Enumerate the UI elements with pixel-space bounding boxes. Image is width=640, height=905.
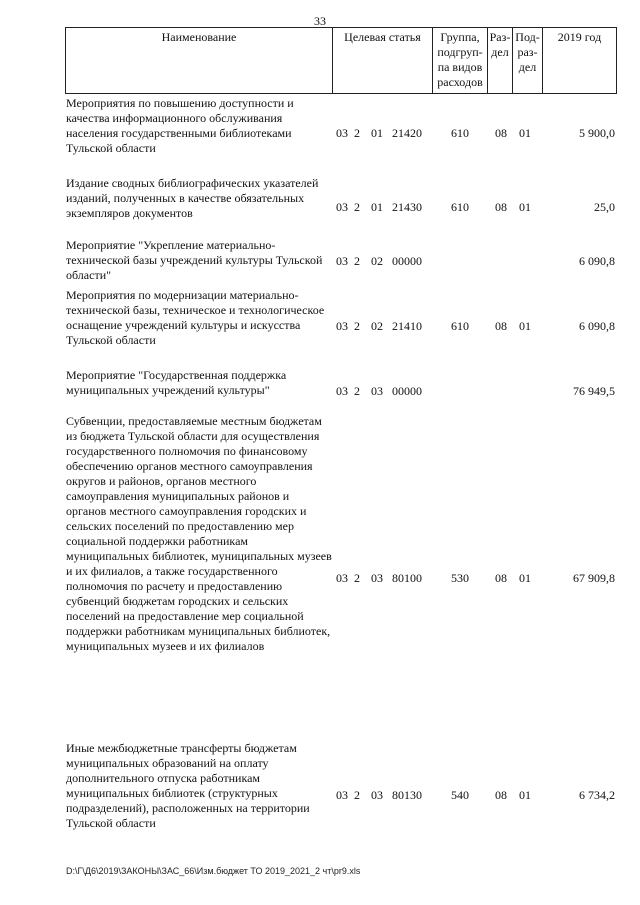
row-code-2: 2: [354, 788, 360, 802]
row-code-2: 2: [354, 254, 360, 268]
row-code-2: 2: [354, 319, 360, 333]
row-code-3: 02: [371, 319, 383, 333]
row-code-4: 80100: [392, 571, 422, 585]
row-section: 08: [495, 126, 507, 140]
row-code-3: 01: [371, 126, 383, 140]
row-code-1: 03: [336, 384, 348, 398]
row-name: Мероприятие "Укрепление материально-технической базы учреждений культуры Тульской области": [66, 238, 323, 282]
row-subsection: 01: [519, 126, 531, 140]
row-amount: 6 090,8: [579, 254, 615, 268]
row-amount: 25,0: [594, 200, 615, 214]
row-code-2: 2: [354, 126, 360, 140]
header-section: Раз- дел: [487, 27, 513, 94]
row-code-1: 03: [336, 571, 348, 585]
row-name: Мероприятия по модернизации материально-технической базы, техническое и технологическое оснащение учреждений культуры и искусства Тульской области: [66, 288, 325, 347]
row-amount: 67 909,8: [573, 571, 615, 585]
row-subsection: 01: [519, 571, 531, 585]
row-code-4: 80130: [392, 788, 422, 802]
row-code-4: 21430: [392, 200, 422, 214]
row-code-4: 00000: [392, 254, 422, 268]
row-name: Мероприятие "Государственная поддержка муниципальных учреждений культуры": [66, 368, 287, 397]
row-name: Мероприятия по повышению доступности и качества информационного обслуживания населения государственными библиотеками Тульской области: [66, 96, 294, 155]
row-amount: 76 949,5: [573, 384, 615, 398]
row-code-2: 2: [354, 200, 360, 214]
row-code-1: 03: [336, 788, 348, 802]
row-code-2: 2: [354, 571, 360, 585]
row-amount: 6 090,8: [579, 319, 615, 333]
row-code-3: 01: [371, 200, 383, 214]
row-code-1: 03: [336, 200, 348, 214]
row-code-3: 02: [371, 254, 383, 268]
row-group: 540: [451, 788, 469, 802]
row-code-4: 21410: [392, 319, 422, 333]
row-section: 08: [495, 571, 507, 585]
row-amount: 5 900,0: [579, 126, 615, 140]
row-code-4: 21420: [392, 126, 422, 140]
page-number: 33: [314, 14, 326, 28]
header-subsection: Под- раз- дел: [512, 27, 543, 94]
header-name: Наименование: [65, 27, 333, 94]
row-name: Субвенции, предоставляемые местным бюджетам из бюджета Тульской области для осуществления государственного полномочия по финансовому обеспечению органов местного самоуправления округов и районов, органов местного самоуправления муниципальных районов и органов местного самоуправления городских и сельских поселений по предоставлению мер социальной поддержки работникам муниципальных библиотек, муниципальных музеев и их филиалов, а также государственного полномочия по расчету и предоставлению субвенций бюджетам городских и сельских поселений на предоставление мер социальной поддержки работникам муниципальных библиотек, муниципальных музеев и их филиалов: [66, 414, 332, 653]
row-section: 08: [495, 319, 507, 333]
row-group: 610: [451, 319, 469, 333]
row-code-1: 03: [336, 319, 348, 333]
row-name: Иные межбюджетные трансферты бюджетам муниципальных образований на оплату дополнительного отпуска работникам муниципальных библиотек (структурных подразделений), расположенных на территории Тульской области: [66, 741, 310, 830]
row-name: Издание сводных библиографических указателей изданий, полученных в качестве обязательных экземпляров документов: [66, 176, 319, 220]
row-code-4: 00000: [392, 384, 422, 398]
row-group: 530: [451, 571, 469, 585]
row-section: 08: [495, 788, 507, 802]
header-group: Группа, подгруп- па видов расходов: [432, 27, 488, 94]
row-group: 610: [451, 200, 469, 214]
row-subsection: 01: [519, 788, 531, 802]
header-year: 2019 год: [542, 27, 617, 94]
row-code-3: 03: [371, 384, 383, 398]
header-target-article: Целевая статья: [332, 27, 433, 94]
row-amount: 6 734,2: [579, 788, 615, 802]
row-code-1: 03: [336, 254, 348, 268]
row-code-1: 03: [336, 126, 348, 140]
row-group: 610: [451, 126, 469, 140]
file-path-footer: D:\Г\Д6\2019\ЗАКОНЫ\ЗАС_66\Изм.бюджет ТО 2019_2021_2 чт\pr9.xls: [66, 866, 361, 876]
row-subsection: 01: [519, 319, 531, 333]
row-subsection: 01: [519, 200, 531, 214]
row-code-3: 03: [371, 571, 383, 585]
row-section: 08: [495, 200, 507, 214]
row-code-3: 03: [371, 788, 383, 802]
row-code-2: 2: [354, 384, 360, 398]
